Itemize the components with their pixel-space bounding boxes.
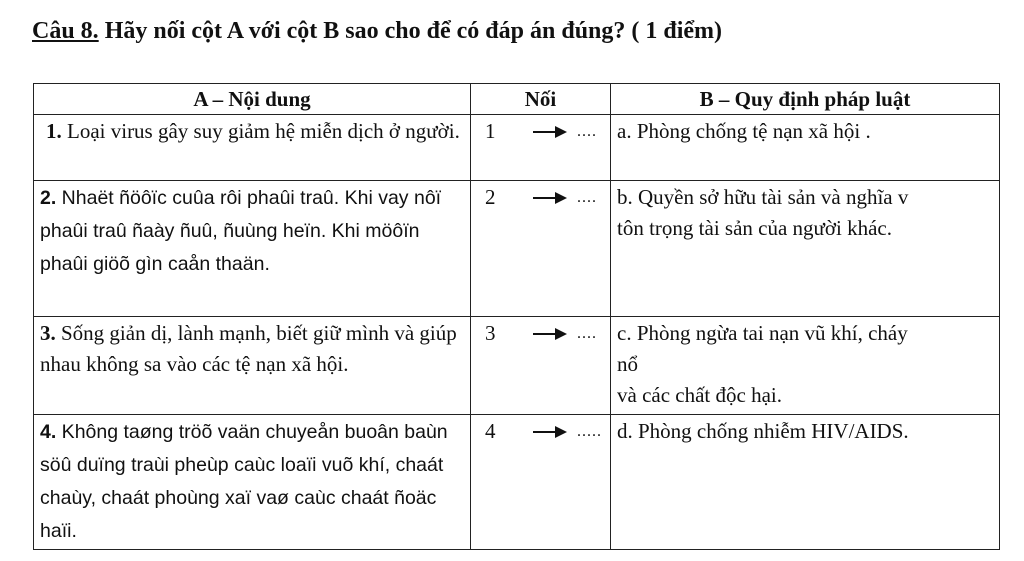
- header-column-b: B – Quy định pháp luật: [611, 84, 1000, 115]
- column-a-cell: [34, 115, 471, 181]
- header-column-connect: Nối: [471, 84, 611, 115]
- column-b-cell: c. Phòng ngừa tai nạn vũ khí, cháy nổ và các chất độc hại.: [611, 317, 1000, 415]
- header-row: [34, 84, 1000, 115]
- connector-cell: [471, 115, 611, 181]
- question-title: [32, 18, 722, 45]
- table-row: [34, 181, 1000, 317]
- answer-blank[interactable]: ....: [577, 123, 597, 140]
- item-number: 1.: [46, 119, 62, 143]
- column-b-cell: a. Phòng chống tệ nạn xã hội .: [611, 115, 1000, 181]
- column-b-cell: d. Phòng chống nhiễm HIV/AIDS.: [611, 415, 1000, 550]
- column-a-cell: [34, 181, 471, 317]
- question-number: Câu 8.: [32, 18, 99, 44]
- connector-number: 3: [485, 321, 496, 345]
- table-row: [34, 415, 1000, 550]
- answer-blank[interactable]: ....: [577, 189, 597, 206]
- connector-cell: [471, 317, 611, 415]
- question-text: Hãy nối cột A với cột B sao cho để có đáp án đúng? ( 1 điểm): [98, 18, 723, 44]
- table-row: [34, 115, 1000, 181]
- arrow-right-icon: [533, 191, 567, 205]
- connector-number: 2: [485, 185, 496, 209]
- item-text: Không taøng tröõ vaän chuyeån buoân baùn söû duïng traùi pheùp caùc loaïi vuõ khí, chaát chaùy, chaát phoùng xaï vaø caùc chaát ñoäc haïi.: [40, 421, 448, 542]
- item-text: Nhaët ñöôïc cuûa rôi phaûi traû. Khi vay nôï phaûi traû ñaày ñuû, ñuùng heïn. Khi möôïn phaûi giöõ gìn caån thaän.: [40, 187, 442, 275]
- column-a-cell: [34, 415, 471, 550]
- column-b-cell: b. Quyền sở hữu tài sản và nghĩa v tôn trọng tài sản của người khác.: [611, 181, 1000, 317]
- item-number: 4.: [40, 421, 57, 443]
- arrow-right-icon: [533, 425, 567, 439]
- item-number: 3.: [40, 321, 56, 345]
- matching-table: [33, 83, 1000, 550]
- header-column-a: A – Nội dung: [34, 84, 471, 115]
- item-number: 2.: [40, 187, 57, 209]
- answer-blank[interactable]: .....: [577, 423, 602, 440]
- item-text: Loại virus gây suy giảm hệ miễn dịch ở người.: [61, 119, 460, 143]
- arrow-right-icon: [533, 327, 567, 341]
- answer-blank[interactable]: ....: [577, 325, 597, 342]
- column-a-cell: [34, 317, 471, 415]
- item-text: Sống giản dị, lành mạnh, biết giữ mình và giúp nhau không sa vào các tệ nạn xã hội.: [40, 321, 457, 376]
- connector-cell: [471, 415, 611, 550]
- connector-cell: [471, 181, 611, 317]
- connector-number: 1: [485, 119, 496, 143]
- table-row: [34, 317, 1000, 415]
- arrow-right-icon: [533, 125, 567, 139]
- connector-number: 4: [485, 419, 496, 443]
